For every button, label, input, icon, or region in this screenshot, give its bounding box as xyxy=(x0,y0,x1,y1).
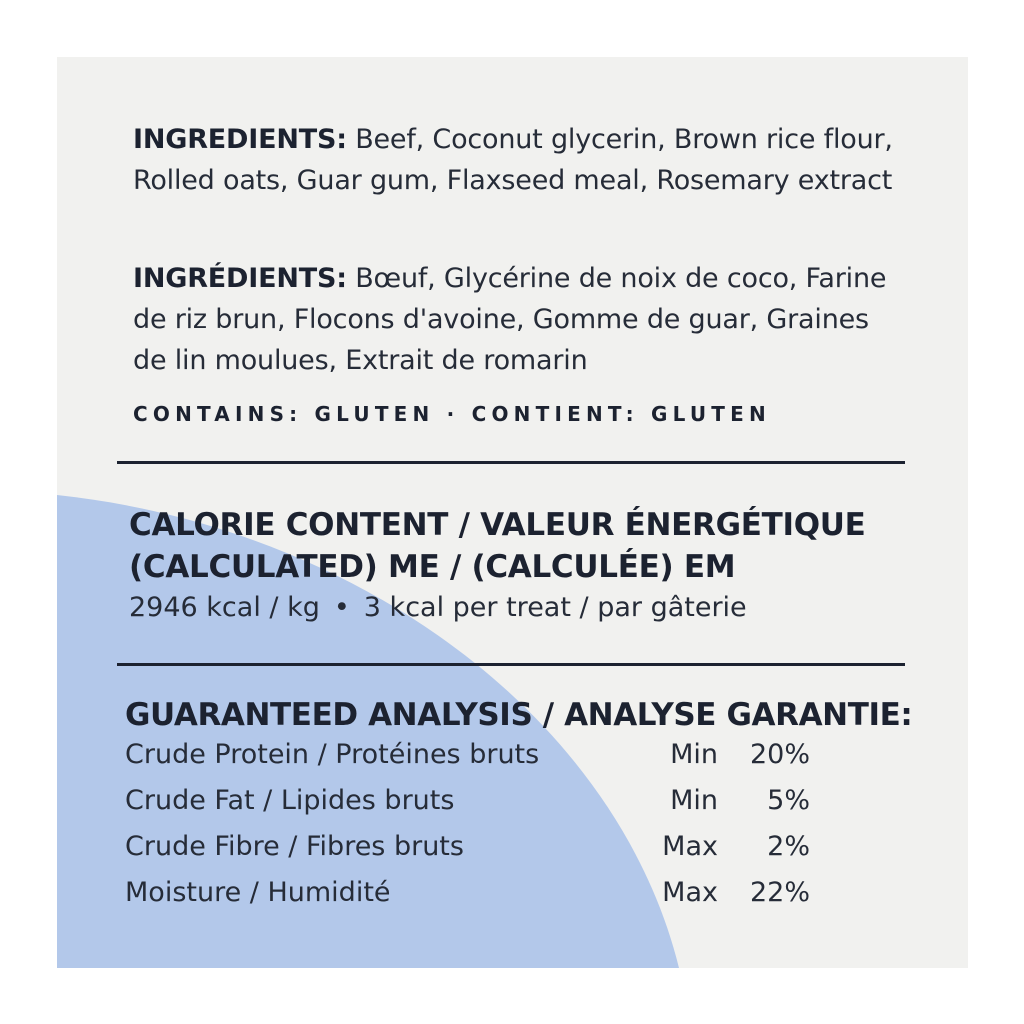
table-row xyxy=(125,739,825,785)
nutrient-limit: Max xyxy=(662,831,718,862)
nutrient-value: 22% xyxy=(749,877,810,908)
allergen-notice: CONTAINS: GLUTEN · CONTIENT: GLUTEN xyxy=(133,402,771,426)
guaranteed-analysis-table xyxy=(125,739,825,923)
table-row xyxy=(125,831,825,877)
ingredients-french xyxy=(133,258,893,381)
divider xyxy=(117,663,905,666)
nutrient-value: 20% xyxy=(749,739,810,770)
nutrient-name: Moisture / Humidité xyxy=(125,877,391,908)
ingredients-english xyxy=(133,119,893,201)
bullet-separator: • xyxy=(333,592,350,623)
ingredients-text: Beef, Coconut glycerin, Brown rice flour, Rolled oats, Guar gum, Flaxseed meal, Rosemary extract xyxy=(133,124,893,196)
table-row xyxy=(125,877,825,923)
nutrient-limit: Max xyxy=(662,877,718,908)
calorie-heading-line1: CALORIE CONTENT / VALEUR ÉNERGÉTIQUE xyxy=(129,507,866,543)
nutrient-value: 2% xyxy=(767,831,810,862)
nutrient-name: Crude Protein / Protéines bruts xyxy=(125,739,540,770)
divider xyxy=(117,461,905,464)
ingredients-label-fr: INGRÉDIENTS: xyxy=(133,263,347,294)
nutrient-limit: Min xyxy=(670,739,718,770)
nutrient-name: Crude Fat / Lipides bruts xyxy=(125,785,455,816)
table-row xyxy=(125,785,825,831)
nutrient-name: Crude Fibre / Fibres bruts xyxy=(125,831,464,862)
ingredients-text-fr: Bœuf, Glycérine de noix de coco, Farine de riz brun, Flocons d'avoine, Gomme de guar, Graines de lin moulues, Extrait de romarin xyxy=(133,263,887,376)
label-panel xyxy=(57,57,968,968)
calorie-values xyxy=(129,592,747,623)
kcal-per-treat: 3 kcal per treat / par gâterie xyxy=(363,592,747,623)
guaranteed-analysis-title: GUARANTEED ANALYSIS / ANALYSE GARANTIE: xyxy=(125,697,913,733)
nutrient-value: 5% xyxy=(767,785,810,816)
ingredients-label: INGREDIENTS: xyxy=(133,124,347,155)
kcal-per-kg: 2946 kcal / kg xyxy=(129,592,320,623)
nutrient-limit: Min xyxy=(670,785,718,816)
calorie-heading-line2: (CALCULATED) ME / (CALCULÉE) EM xyxy=(129,549,736,585)
